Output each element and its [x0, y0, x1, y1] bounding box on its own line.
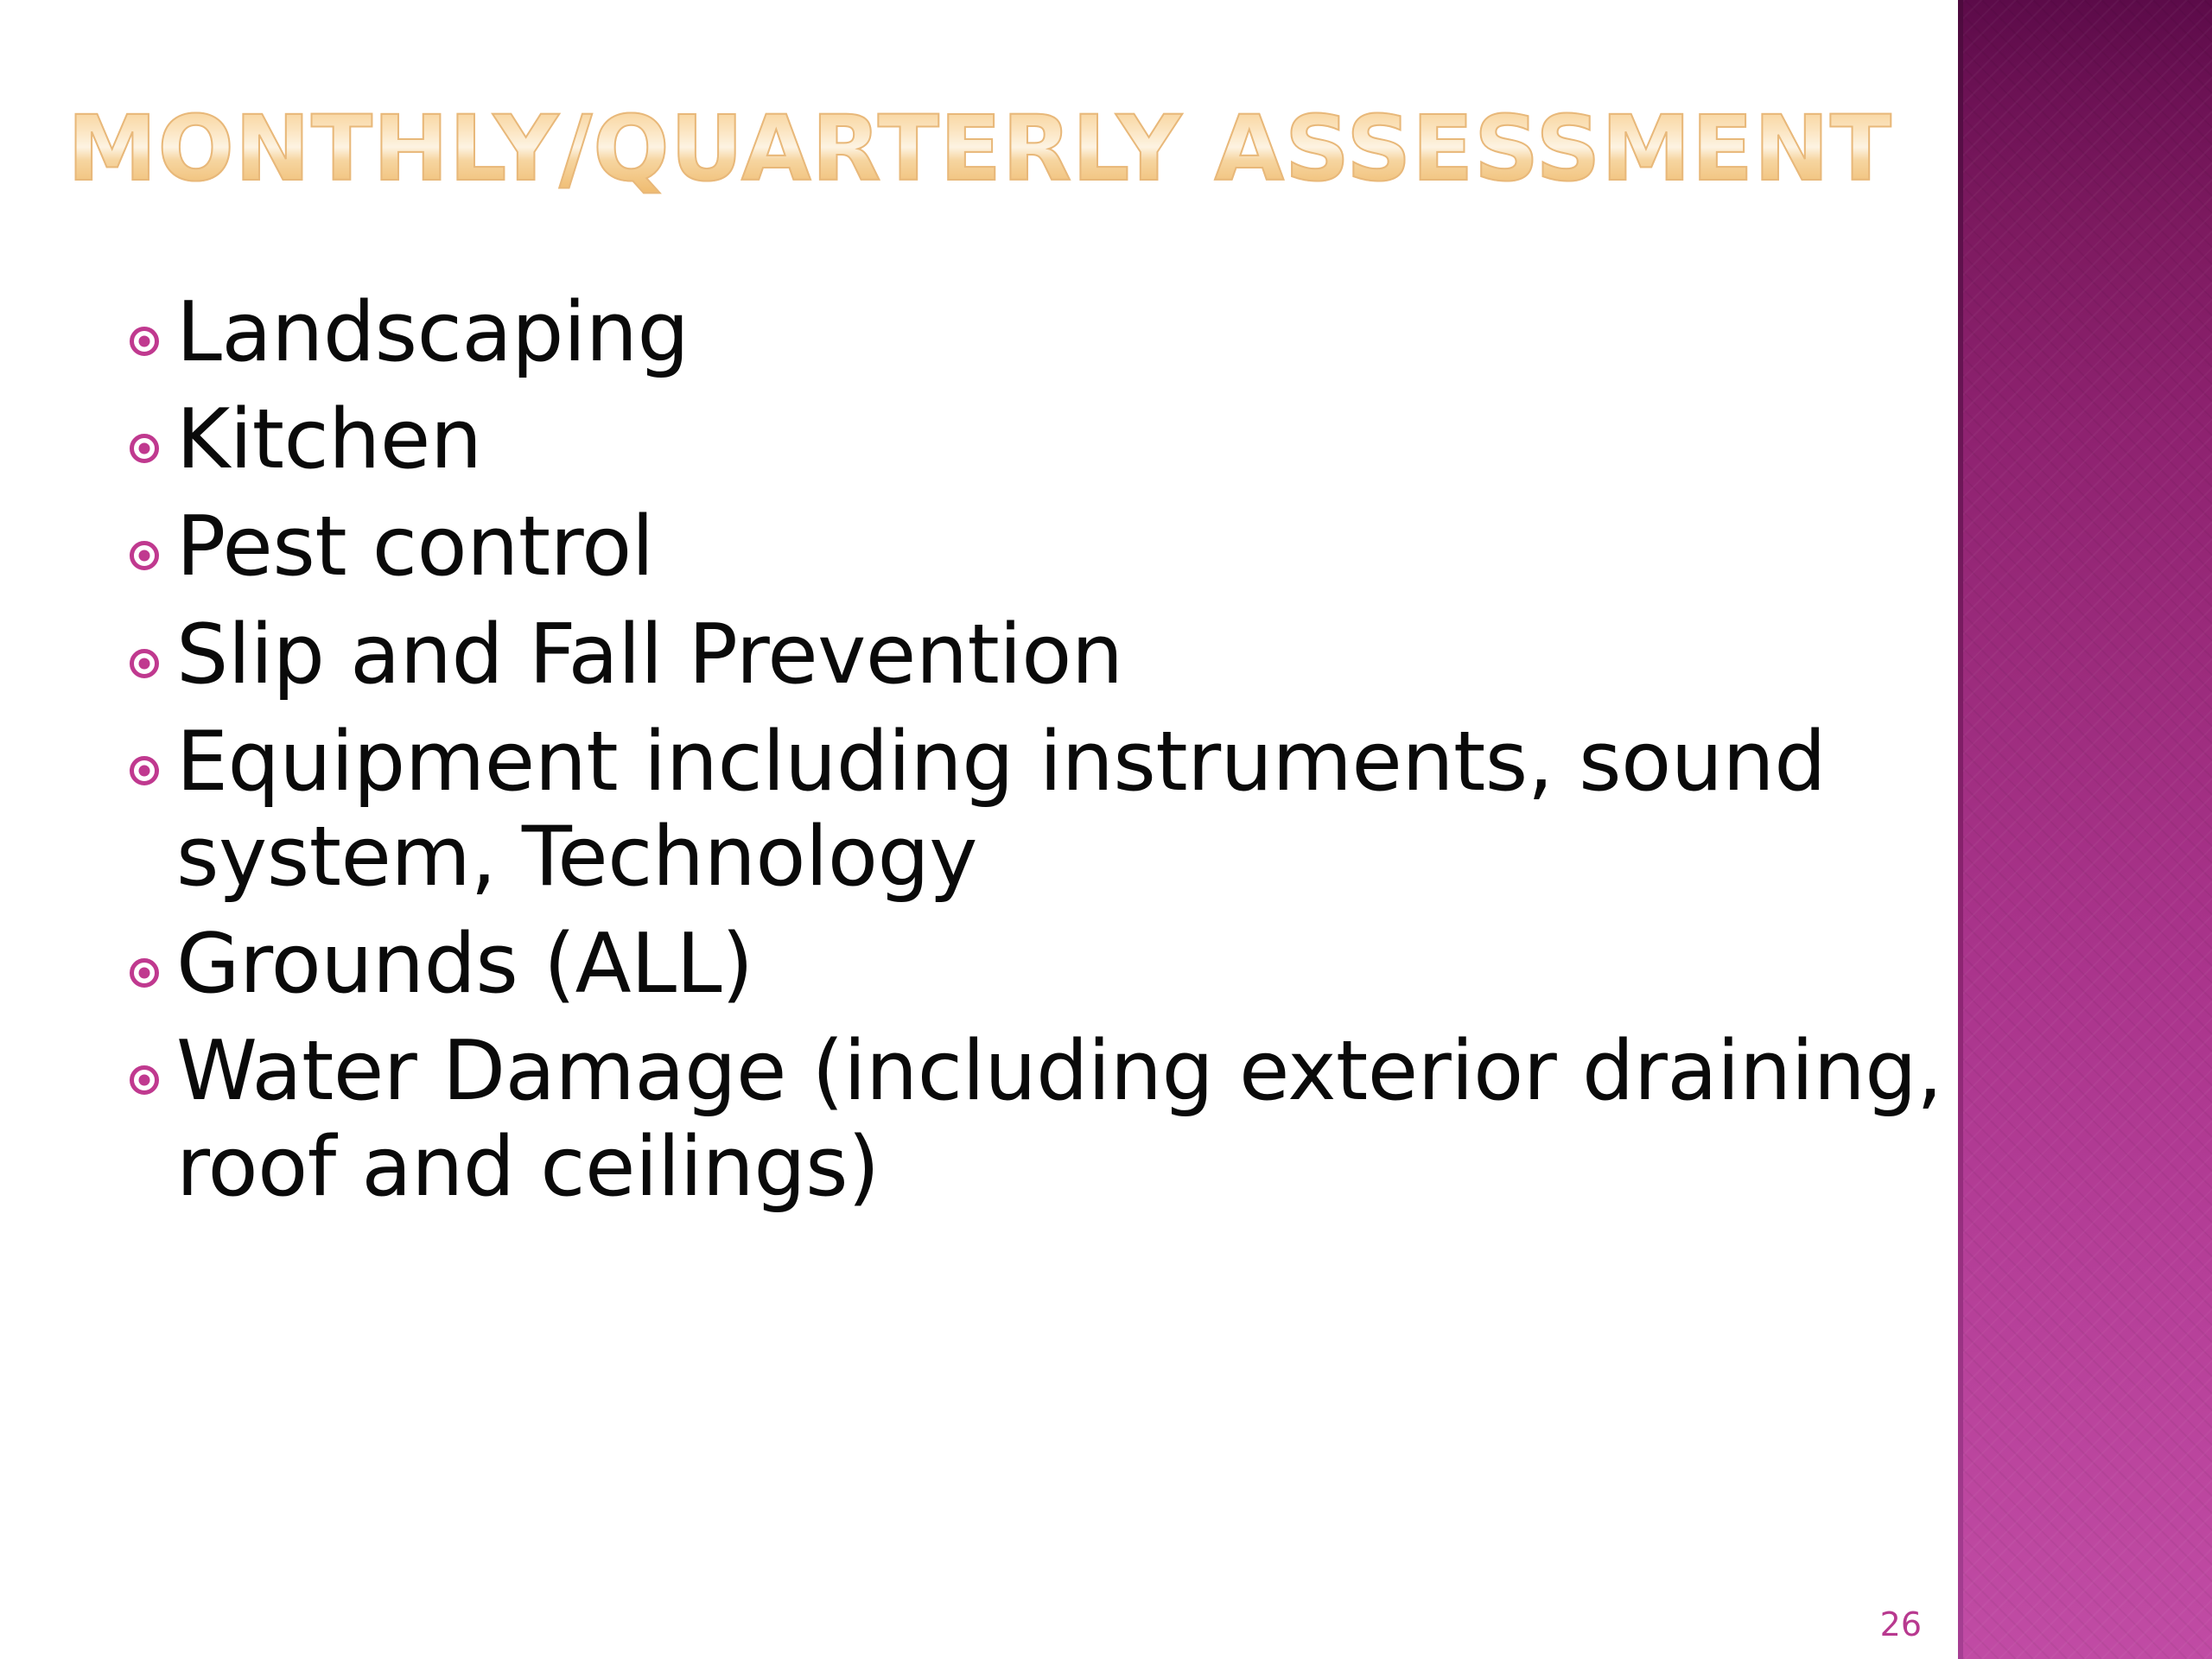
- list-item-label: Landscaping: [176, 285, 690, 380]
- list-item: [130, 392, 1953, 487]
- bullet-ring-icon: [130, 392, 176, 463]
- bullet-ring-icon: [130, 1024, 176, 1095]
- list-item: [130, 1024, 1953, 1214]
- list-item-label: Kitchen: [176, 392, 482, 488]
- list-item: [130, 499, 1953, 594]
- list-item: [130, 917, 1953, 1012]
- list-item-label: Pest control: [176, 499, 654, 595]
- bullet-list: [130, 285, 1953, 1227]
- decorative-side-band: [1963, 0, 2212, 1659]
- bullet-ring-icon: [130, 715, 176, 785]
- list-item: [130, 607, 1953, 702]
- list-item: [130, 285, 1953, 380]
- bullet-ring-icon: [130, 607, 176, 678]
- page-number: 26: [1879, 1605, 1922, 1643]
- bullet-ring-icon: [130, 499, 176, 570]
- list-item-label: Water Damage (including exterior draining, roof and ceilings): [176, 1024, 1942, 1215]
- list-item: [130, 715, 1953, 905]
- page-title: MONTHLY/QUARTERLY ASSESSMENT: [67, 102, 1925, 196]
- list-item-label: Slip and Fall Prevention: [176, 607, 1123, 702]
- list-item-label: Grounds (ALL): [176, 917, 753, 1013]
- bullet-ring-icon: [130, 285, 176, 356]
- list-item-label: Equipment including instruments, sound system, Technology: [176, 714, 1827, 905]
- bullet-ring-icon: [130, 917, 176, 988]
